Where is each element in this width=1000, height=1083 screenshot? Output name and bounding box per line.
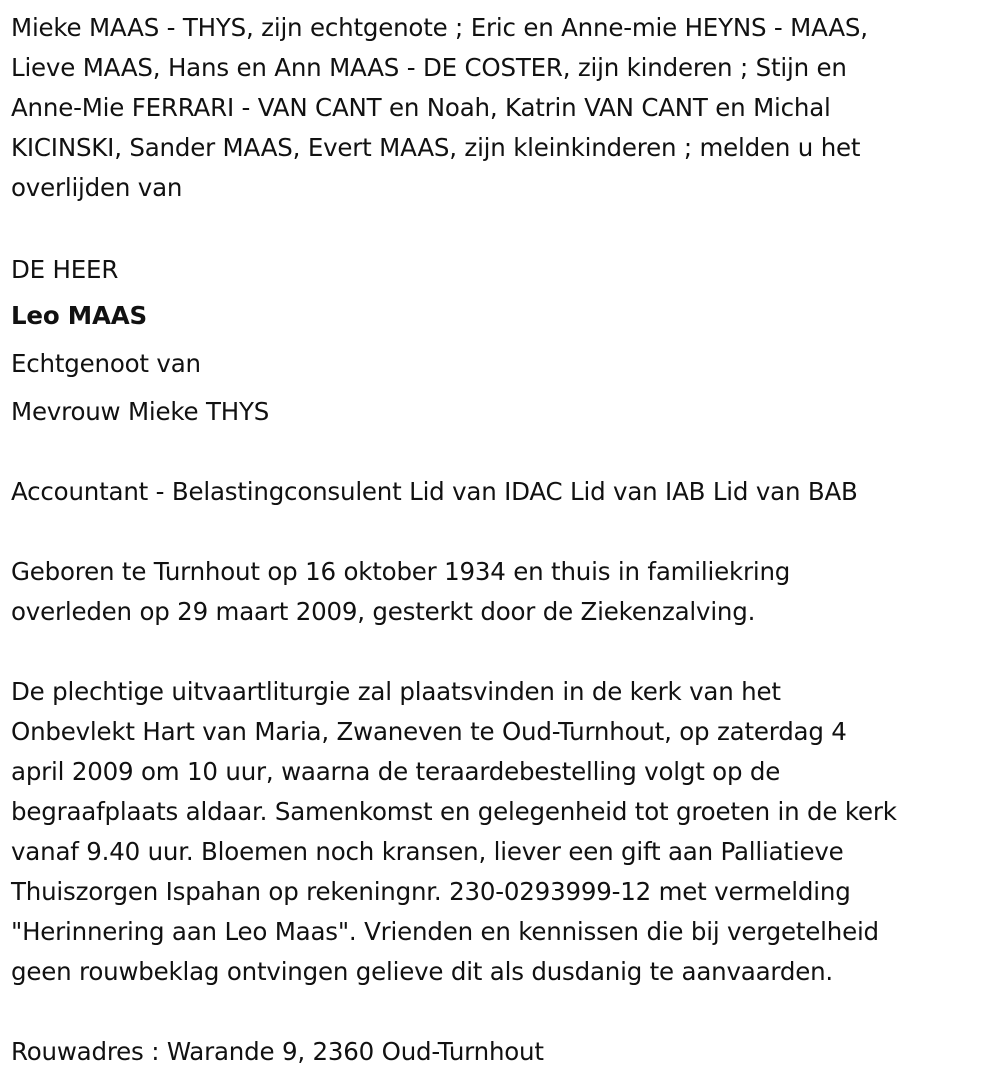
birth-death-paragraph — [11, 552, 996, 632]
deceased-block — [11, 250, 996, 432]
funeral-line: "Herinnering aan Leo Maas". Vrienden en kennissen die bij vergetelheid — [11, 917, 879, 946]
spacer — [11, 432, 996, 472]
birth-death-line: Geboren te Turnhout op 16 oktober 1934 en thuis in familiekring — [11, 557, 791, 586]
spouse-name: Mevrouw Mieke THYS — [11, 397, 270, 426]
birth-death-line: overleden op 29 maart 2009, gesterkt door de Ziekenzalving. — [11, 597, 756, 626]
funeral-line: april 2009 om 10 uur, waarna de teraardebestelling volgt op de — [11, 757, 781, 786]
funeral-line: Onbevlekt Hart van Maria, Zwaneven te Oud-Turnhout, op zaterdag 4 — [11, 717, 847, 746]
profession-line: Accountant - Belastingconsulent Lid van IDAC Lid van IAB Lid van BAB — [11, 477, 858, 506]
obituary-document — [11, 8, 996, 1072]
deceased-name: Leo MAAS — [11, 301, 147, 330]
funeral-line: vanaf 9.40 uur. Bloemen noch kransen, liever een gift aan Palliatieve — [11, 837, 844, 866]
spacer — [11, 992, 996, 1032]
address-paragraph — [11, 1032, 996, 1072]
intro-paragraph — [11, 8, 996, 208]
intro-line: Mieke MAAS - THYS, zijn echtgenote ; Eric en Anne-mie HEYNS - MAAS, — [11, 13, 868, 42]
funeral-line: begraafplaats aldaar. Samenkomst en gelegenheid tot groeten in de kerk — [11, 797, 897, 826]
mourning-address: Rouwadres : Warande 9, 2360 Oud-Turnhout — [11, 1037, 544, 1066]
spouse-label: Echtgenoot van — [11, 349, 201, 378]
spacer — [11, 512, 996, 552]
spacer — [11, 208, 996, 248]
intro-line: KICINSKI, Sander MAAS, Evert MAAS, zijn kleinkinderen ; melden u het — [11, 133, 861, 162]
funeral-line: Thuiszorgen Ispahan op rekeningnr. 230-0293999-12 met vermelding — [11, 877, 851, 906]
funeral-paragraph — [11, 672, 996, 992]
funeral-line: De plechtige uitvaartliturgie zal plaatsvinden in de kerk van het — [11, 677, 781, 706]
intro-line: Anne-Mie FERRARI - VAN CANT en Noah, Katrin VAN CANT en Michal — [11, 93, 831, 122]
salutation: DE HEER — [11, 255, 119, 284]
intro-line: overlijden van — [11, 173, 183, 202]
profession — [11, 472, 996, 512]
spacer — [11, 632, 996, 672]
intro-line: Lieve MAAS, Hans en Ann MAAS - DE COSTER, zijn kinderen ; Stijn en — [11, 53, 847, 82]
funeral-line: geen rouwbeklag ontvingen gelieve dit als dusdanig te aanvaarden. — [11, 957, 833, 986]
